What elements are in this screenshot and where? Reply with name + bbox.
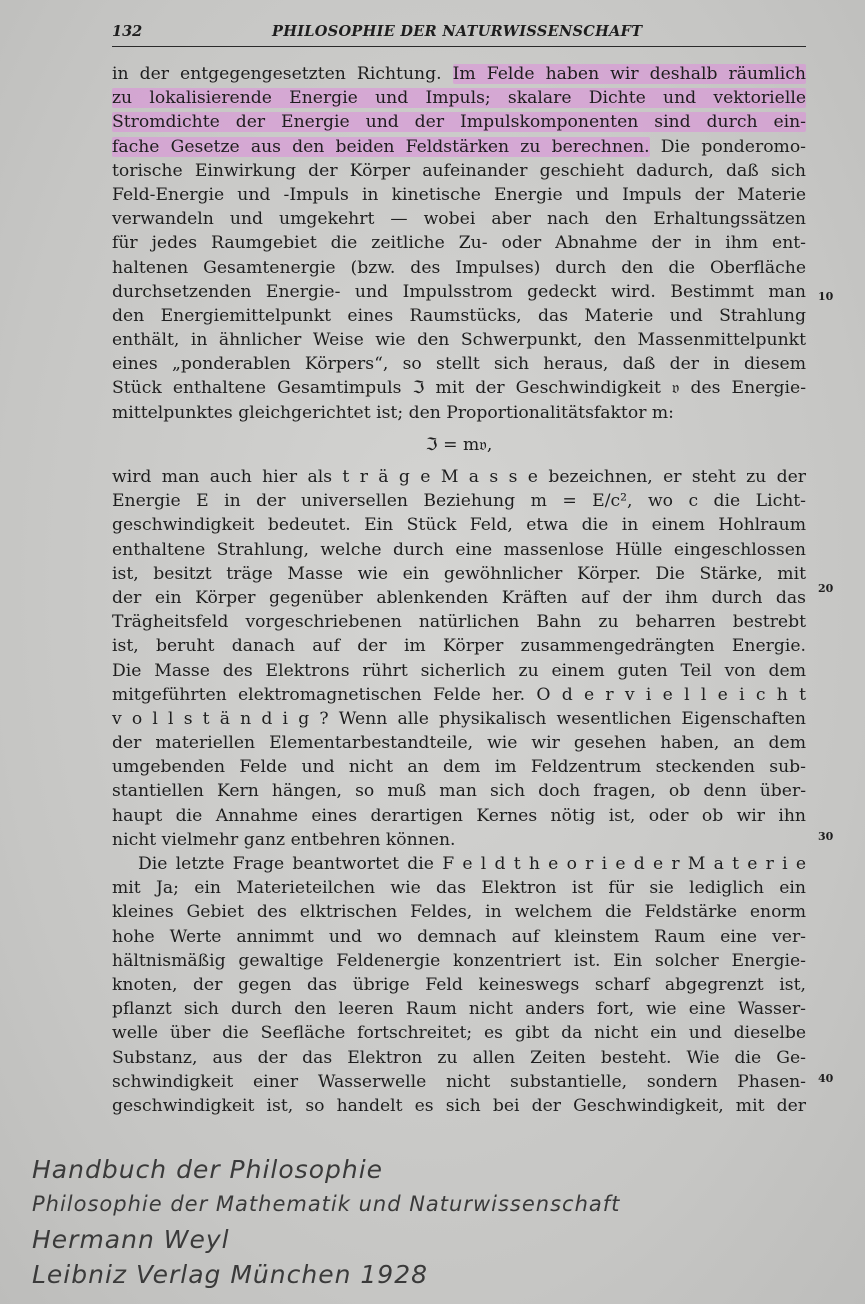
- margin-line-number: 30: [818, 830, 834, 843]
- text-fragment: Die ponderomo-: [649, 136, 806, 157]
- text-line: welle über die Seefläche fortschreitet; es gibt da nicht ein und dieselbe: [112, 1023, 806, 1044]
- text-line: ist, besitzt träge Masse wie ein gewöhnlicher Körper. Die Stärke, mit: [112, 563, 806, 584]
- highlighted-text: fache Gesetze aus den beiden Feldstärken zu berechnen.: [112, 136, 650, 157]
- formula-line: [112, 433, 806, 457]
- text-line: mittelpunktes gleichgerichtet ist; den Proportionalitätsfaktor m:: [112, 402, 674, 423]
- spacer: [112, 425, 806, 433]
- handwritten-line: Philosophie der Mathematik und Naturwissenschaft: [32, 1192, 621, 1216]
- handwritten-note: [32, 1152, 862, 1292]
- text-line: Die letzte Frage beantwortet die F e l d t h e o r i e d e r M a t e r i e: [138, 854, 806, 874]
- text-line: wird man auch hier als t r ä g e M a s s e bezeichnen, er steht zu der: [112, 467, 806, 487]
- text-line: ist, beruht danach auf der im Körper zusammengedrängten Energie.: [112, 636, 806, 657]
- formula: ℑ = m𝔳,: [425, 434, 493, 455]
- text-fragment: in der entgegengesetzten Richtung.: [112, 64, 453, 84]
- text-line: Energie E in der universellen Beziehung m = E/c², wo c die Licht-: [112, 491, 806, 512]
- text-line: geschwindigkeit ist, so handelt es sich bei der Geschwindigkeit, mit der: [112, 1095, 806, 1116]
- margin-line-number: 20: [818, 582, 834, 595]
- text-line: torische Einwirkung der Körper aufeinander geschieht dadurch, daß sich: [112, 160, 806, 181]
- text-line: pflanzt sich durch den leeren Raum nicht anders fort, wie eine Wasser-: [112, 999, 806, 1020]
- text-line: der ein Körper gegenüber ablenkenden Kräften auf der ihm durch das: [112, 587, 806, 608]
- text-line: umgebenden Felde und nicht an dem im Feldzentrum steckenden sub-: [112, 757, 806, 778]
- text-line: v o l l s t ä n d i g ? Wenn alle physikalisch wesentlichen Eigenschaften: [112, 708, 806, 729]
- handwritten-line: Hermann Weyl: [32, 1225, 230, 1254]
- text-line: der materiellen Elementarbestandteile, wie wir gesehen haben, an dem: [112, 733, 806, 754]
- text-line: schwindigkeit einer Wasserwelle nicht substantielle, sondern Phasen-: [112, 1071, 806, 1092]
- text-line: mitgeführten elektromagnetischen Felde her. O d e r v i e l l e i c h t: [112, 684, 806, 705]
- text-line: mit Ja; ein Materieteilchen wie das Elektron ist für sie lediglich ein: [112, 878, 806, 899]
- text-line: Feld-Energie und -Impuls in kinetische Energie und Impuls der Materie: [112, 184, 806, 205]
- text-line: Die Masse des Elektrons rührt sicherlich zu einem guten Teil von dem: [112, 660, 806, 681]
- highlighted-text: Stromdichte der Energie und der Impulskomponenten sind durch ein-: [112, 112, 806, 133]
- text-line: [112, 86, 806, 110]
- text-line: stantiellen Kern hängen, so muß man sich doch fragen, ob denn über-: [112, 781, 806, 802]
- text-line: nicht vielmehr ganz entbehren können.: [112, 829, 456, 850]
- text-line: Trägheitsfeld vorgeschriebenen natürlichen Bahn zu beharren bestrebt: [112, 612, 806, 633]
- page-number: 132: [112, 23, 143, 40]
- text-line: Substanz, aus der das Elektron zu allen Zeiten besteht. Wie die Ge-: [112, 1047, 806, 1068]
- text-line: hältnismäßig gewaltige Feldenergie konzentriert ist. Ein solcher Energie-: [112, 950, 806, 971]
- text-line: kleines Gebiet des elktrischen Feldes, in welchem die Feldstärke enorm: [112, 902, 806, 923]
- text-line: [112, 110, 806, 134]
- handwritten-line: Leibniz Verlag München 1928: [32, 1260, 429, 1289]
- margin-line-number: 10: [818, 290, 834, 303]
- text-line: haupt die Annahme eines derartigen Kernes nötig ist, oder ob wir ihn: [112, 805, 806, 826]
- body-text: [112, 62, 806, 1118]
- spacer: [112, 457, 806, 465]
- running-header: [112, 20, 806, 47]
- text-line: geschwindigkeit bedeutet. Ein Stück Feld, etwa die in einem Hohlraum: [112, 515, 806, 536]
- highlighted-text: Im Felde haben wir deshalb räumlich: [452, 64, 807, 84]
- text-line: hohe Werte annimmt und wo demnach auf kleinstem Raum eine ver-: [112, 926, 806, 947]
- text-line: eines „ponderablen Körpers“, so stellt sich heraus, daß der in diesem: [112, 354, 806, 375]
- text-line: enthält, in ähnlicher Weise wie den Schwerpunkt, den Massenmittelpunkt: [112, 330, 806, 351]
- text-line: [112, 62, 806, 86]
- text-line: haltenen Gesamtenergie (bzw. des Impulses) durch den die Oberfläche: [112, 257, 806, 278]
- text-line: knoten, der gegen das übrige Feld keineswegs scharf abgegrenzt ist,: [112, 974, 806, 995]
- text-line: Stück enthaltene Gesamtimpuls ℑ mit der Geschwindigkeit 𝔳 des Energie-: [112, 378, 806, 399]
- text-line: [112, 135, 806, 159]
- text-line: enthaltene Strahlung, welche durch eine massenlose Hülle eingeschlossen: [112, 539, 806, 560]
- highlighted-text: zu lokalisierende Energie und Impuls; skalare Dichte und vektorielle: [112, 88, 806, 109]
- text-line: den Energiemittelpunkt eines Raumstücks, das Materie und Strahlung: [112, 305, 806, 326]
- text-line: für jedes Raumgebiet die zeitliche Zu- oder Abnahme der in ihm ent-: [112, 233, 806, 254]
- margin-line-number: 40: [818, 1072, 834, 1085]
- handwritten-line: Handbuch der Philosophie: [32, 1155, 384, 1184]
- running-title: PHILOSOPHIE DER NATURWISSENSCHAFT: [272, 23, 643, 40]
- text-line: durchsetzenden Energie- und Impulsstrom gedeckt wird. Bestimmt man: [112, 281, 806, 302]
- text-line: verwandeln und umgekehrt — wobei aber nach den Erhaltungssätzen: [112, 209, 806, 230]
